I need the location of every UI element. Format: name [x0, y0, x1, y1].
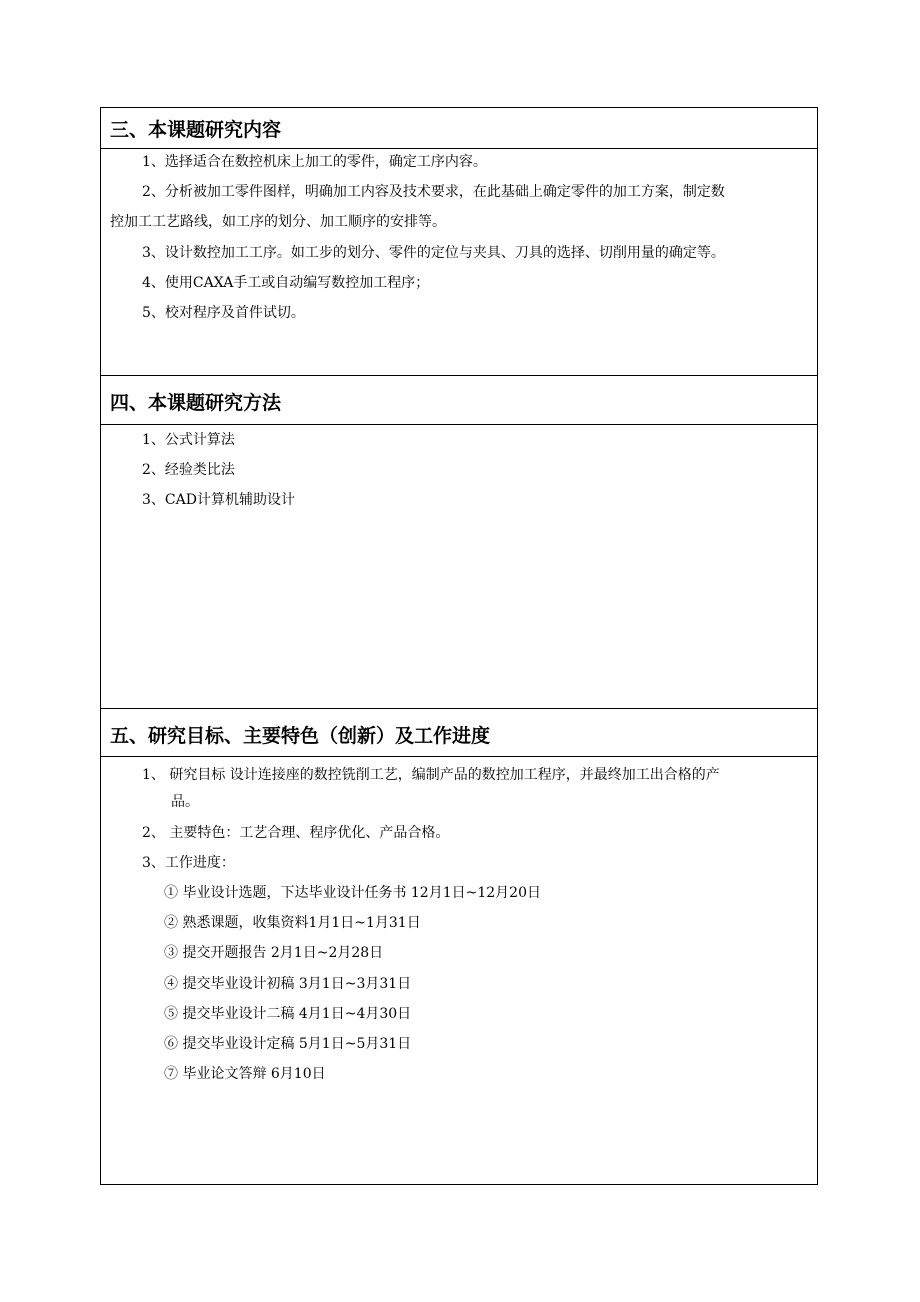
list-item: 1、公式计算法	[142, 432, 235, 448]
progress-label: 3、工作进度：	[142, 855, 235, 871]
section-header	[101, 376, 817, 425]
schedule-item: ⑥ 提交毕业设计定稿 5月1日~5月31日	[164, 1036, 412, 1052]
section-title: 五、研究目标、主要特色（创新）及工作进度	[110, 725, 491, 747]
list-item: 3、设计数控加工工序。如工步的划分、零件的定位与夹具、刀具的选择、切削用量的确定等。	[142, 245, 725, 261]
goal-text: 1、 研究目标 设计连接座的数控铣削工艺，编制产品的数控加工程序，并最终加工出合格的产	[142, 767, 720, 783]
section-title: 三、本课题研究内容	[110, 119, 282, 141]
schedule-item: ③ 提交开题报告 2月1日~2月28日	[164, 945, 384, 961]
schedule-item: ④ 提交毕业设计初稿 3月1日~3月31日	[164, 976, 412, 992]
goal-text-continued: 品。	[171, 794, 199, 810]
list-item: 1、选择适合在数控机床上加工的零件，确定工序内容。	[142, 154, 487, 170]
schedule-item: ⑤ 提交毕业设计二稿 4月1日~4月30日	[164, 1006, 412, 1022]
list-item: 2、分析被加工零件图样，明确加工内容及技术要求，在此基础上确定零件的加工方案，制定数	[142, 184, 725, 200]
section-title: 四、本课题研究方法	[110, 392, 282, 414]
section-header	[101, 108, 817, 149]
list-item: 2、经验类比法	[142, 462, 235, 478]
proposal-table	[100, 107, 818, 1185]
list-item: 4、使用CAXA手工或自动编写数控加工程序；	[142, 275, 430, 291]
list-item-continued: 控加工工艺路线，如工序的划分、加工顺序的安排等。	[110, 214, 446, 230]
list-item: 3、CAD计算机辅助设计	[142, 492, 295, 508]
schedule-item: ⑦ 毕业论文答辩 6月10日	[164, 1066, 326, 1082]
section-header	[101, 709, 817, 757]
list-item: 5、校对程序及首件试切。	[142, 305, 305, 321]
schedule-item: ① 毕业设计选题，下达毕业设计任务书 12月1日~12月20日	[164, 885, 541, 901]
schedule-item: ② 熟悉课题，收集资料1月1日~1月31日	[164, 915, 421, 931]
feature-text: 2、 主要特色：工艺合理、程序优化、产品合格。	[142, 825, 450, 841]
